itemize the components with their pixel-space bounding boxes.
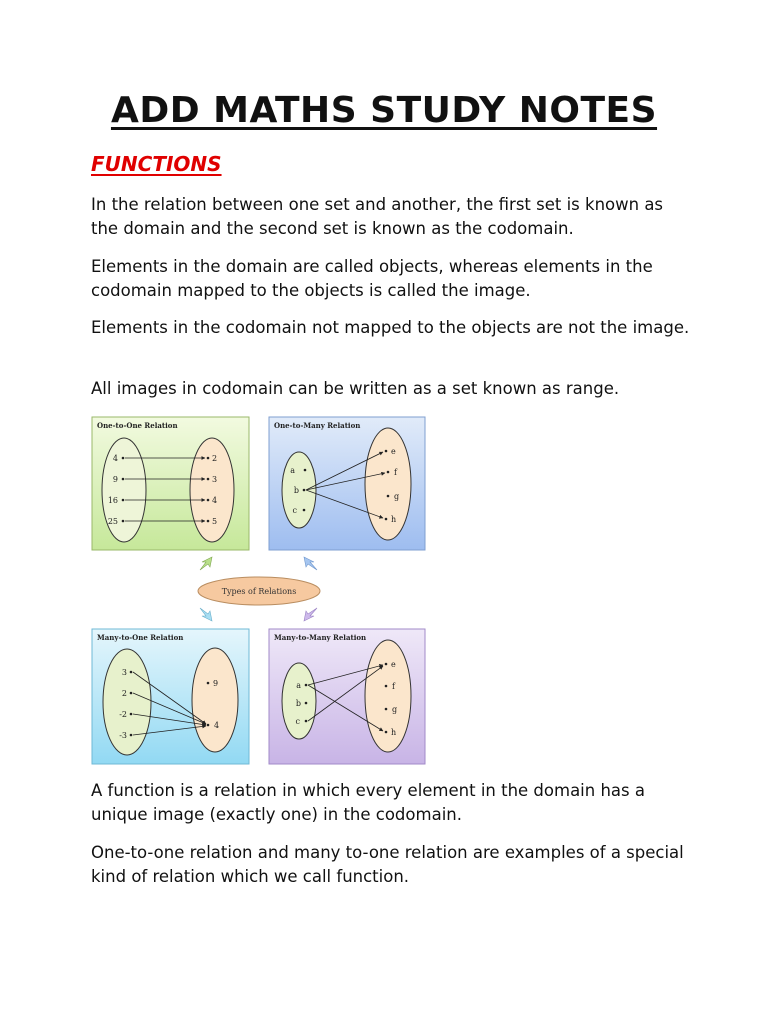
types-of-relations-diagram <box>88 412 430 768</box>
codomain-value-f: f <box>392 682 395 691</box>
domain-value-25: 25 <box>107 517 118 526</box>
paragraph-not-image: Elements in the codomain not mapped to the objects are not the image. <box>91 318 690 337</box>
domain-value-neg-2: -2 <box>119 710 127 719</box>
codomain-value-2: 2 <box>212 454 218 463</box>
center-label: Types of Relations <box>221 587 297 596</box>
domain-value-4: 4 <box>112 454 118 463</box>
panel-one-to-one <box>92 417 249 550</box>
codomain-value-9: 9 <box>213 679 219 688</box>
panel-title-one-to-many: One-to-Many Relation <box>274 421 361 430</box>
panel-many-to-many <box>269 629 425 764</box>
domain-value-a: a <box>296 681 301 690</box>
paragraph-range: All images in codomain can be written as a set known as range. <box>91 379 620 398</box>
domain-value-a: a <box>290 466 295 475</box>
domain-value-c: c <box>292 506 297 515</box>
panel-title-many-to-one: Many-to-One Relation <box>97 633 184 642</box>
arrow-up-left-icon <box>200 557 212 570</box>
codomain-value-e: e <box>391 447 396 456</box>
domain-value-neg-3: -3 <box>119 731 127 740</box>
domain-value-2: 2 <box>121 689 127 698</box>
codomain-value-g: g <box>394 492 400 501</box>
codomain-value-5: 5 <box>212 517 218 526</box>
paragraph-domain-codomain: In the relation between one set and another, the first set is known as the domain and the second set is known as the codomain. <box>91 195 664 238</box>
arrow-up-right-icon <box>304 557 317 570</box>
codomain-value-h: h <box>391 728 397 737</box>
codomain-value-4: 4 <box>212 496 218 505</box>
panel-title-many-to-many: Many-to-Many Relation <box>274 633 367 642</box>
arrow-down-left-icon <box>200 608 212 621</box>
codomain-value-f: f <box>394 468 397 477</box>
panel-one-to-many <box>269 417 425 550</box>
panel-title-one-to-one: One-to-One Relation <box>97 421 178 430</box>
section-heading-functions: FUNCTIONS <box>91 152 222 176</box>
paragraph-function-definition: A function is a relation in which every element in the domain has a unique image (exactly one) in the codomain. <box>91 781 645 824</box>
types-of-relations-hub <box>198 557 320 621</box>
paragraph-objects-image: Elements in the domain are called objects, whereas elements in the codomain mapped to the objects is called the image. <box>91 257 653 300</box>
domain-value-c: c <box>295 717 300 726</box>
paragraph-function-examples: One-to-one relation and many to-one relation are examples of a special kind of relation which we call function. <box>91 843 684 886</box>
domain-value-16: 16 <box>107 496 118 505</box>
codomain-value-4: 4 <box>214 721 220 730</box>
panel-many-to-one <box>92 629 249 764</box>
codomain-value-e: e <box>391 660 396 669</box>
codomain-value-h: h <box>391 515 397 524</box>
domain-value-3: 3 <box>121 668 127 677</box>
domain-value-b: b <box>293 486 299 495</box>
domain-value-b: b <box>295 699 301 708</box>
codomain-value-g: g <box>392 705 398 714</box>
domain-value-9: 9 <box>112 475 118 484</box>
arrow-down-right-icon <box>304 608 317 621</box>
codomain-value-3: 3 <box>212 475 218 484</box>
document-title: ADD MATHS STUDY NOTES <box>110 90 658 131</box>
